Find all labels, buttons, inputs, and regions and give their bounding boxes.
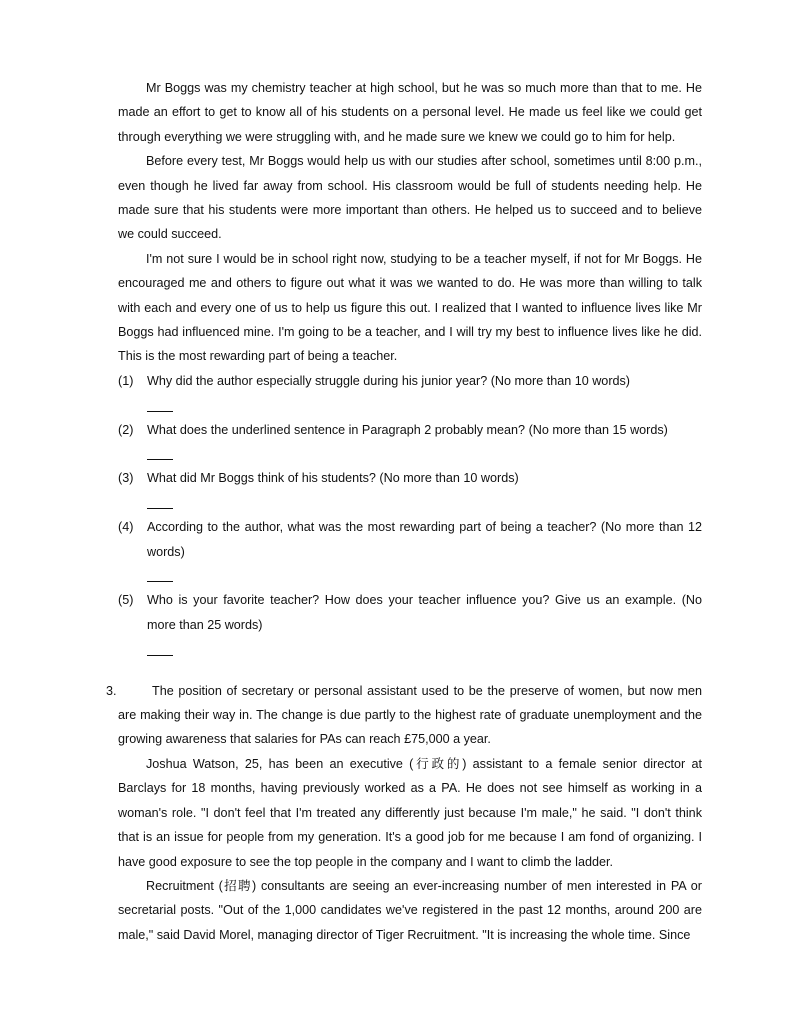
section-number: 3.: [106, 683, 117, 698]
answer-blank-3[interactable]: [147, 491, 173, 515]
document-page: [106, 76, 702, 947]
question-list: [118, 369, 702, 662]
passage3-paragraph-1: The position of secretary or personal assistant used to be the preserve of women, but now men are making their way in. The change is due partly to the highest rate of graduate unemployment and the growing awareness that salaries for PAs can reach £75,000 a year.: [118, 683, 702, 747]
question-5: [118, 588, 702, 637]
answer-blank-4[interactable]: [147, 564, 173, 588]
passage2-paragraph-1: Mr Boggs was my chemistry teacher at high school, but he was so much more than that to me. He made an effort to get to know all of his students on a personal level. He made us feel like we could get through everything we were struggling with, and he made sure we knew we could go to him for help.: [118, 81, 702, 144]
passage2-paragraph-2: Before every test, Mr Boggs would help us with our studies after school, sometimes until 8:00 p.m., even though he lived far away from school. His classroom would be full of students needing help. He made sure that his students were more important than others. He helped us to succeed and to believe we could succeed.: [118, 154, 702, 242]
question-2: [118, 418, 702, 442]
question-text: What did Mr Boggs think of his students? (No more than 10 words): [147, 471, 519, 486]
question-number: (5): [118, 593, 134, 608]
question-text: According to the author, what was the most rewarding part of being a teacher? (No more than 12 words): [147, 520, 702, 559]
passage3: [106, 679, 702, 947]
passage3-paragraph-2: Joshua Watson, 25, has been an executive (行政的) assistant to a female senior director at Barclays for 18 months, having previously worked as a PA. He does not see himself as working in a woman's role. "I don't feel that I'm treated any differently just because I'm male," he said. "I don't think that is an issue for people from my generation. It's a good job for me because I am fond of organizing. I have good exposure to see the top people in the company and I want to climb the ladder.: [118, 756, 702, 869]
question-text: Who is your favorite teacher? How does your teacher influence you? Give us an example. (No more than 25 words): [147, 593, 702, 632]
question-1: [118, 369, 702, 393]
question-number: (1): [118, 373, 134, 388]
answer-blank-1[interactable]: [147, 393, 173, 417]
question-3: [118, 466, 702, 490]
question-number: (3): [118, 471, 134, 486]
question-text: What does the underlined sentence in Paragraph 2 probably mean? (No more than 15 words): [147, 422, 668, 437]
answer-blank-5[interactable]: [147, 637, 173, 661]
passage2-paragraph-3: I'm not sure I would be in school right now, studying to be a teacher myself, if not for Mr Boggs. He encouraged me and others to figure out what it was we wanted to do. He was more than willing to talk with each and every one of us to help us figure this out. I realized that I wanted to influence lives like Mr Boggs had influenced mine. I'm going to be a teacher, and I will try my best to influence lives like he did. This is the most rewarding part of being a teacher.: [118, 251, 702, 364]
passage3-paragraph-3: Recruitment (招聘) consultants are seeing an ever-increasing number of men interested in PA or secretarial posts. "Out of the 1,000 candidates we've registered in the past 12 months, around 200 are male," said David Morel, managing director of Tiger Recruitment. "It is increasing the whole time. Since: [118, 878, 702, 942]
answer-blank-2[interactable]: [147, 442, 173, 466]
question-text: Why did the author especially struggle during his junior year? (No more than 10 words): [147, 373, 631, 388]
question-4: [118, 515, 702, 564]
question-number: (2): [118, 422, 134, 437]
question-number: (4): [118, 520, 134, 535]
